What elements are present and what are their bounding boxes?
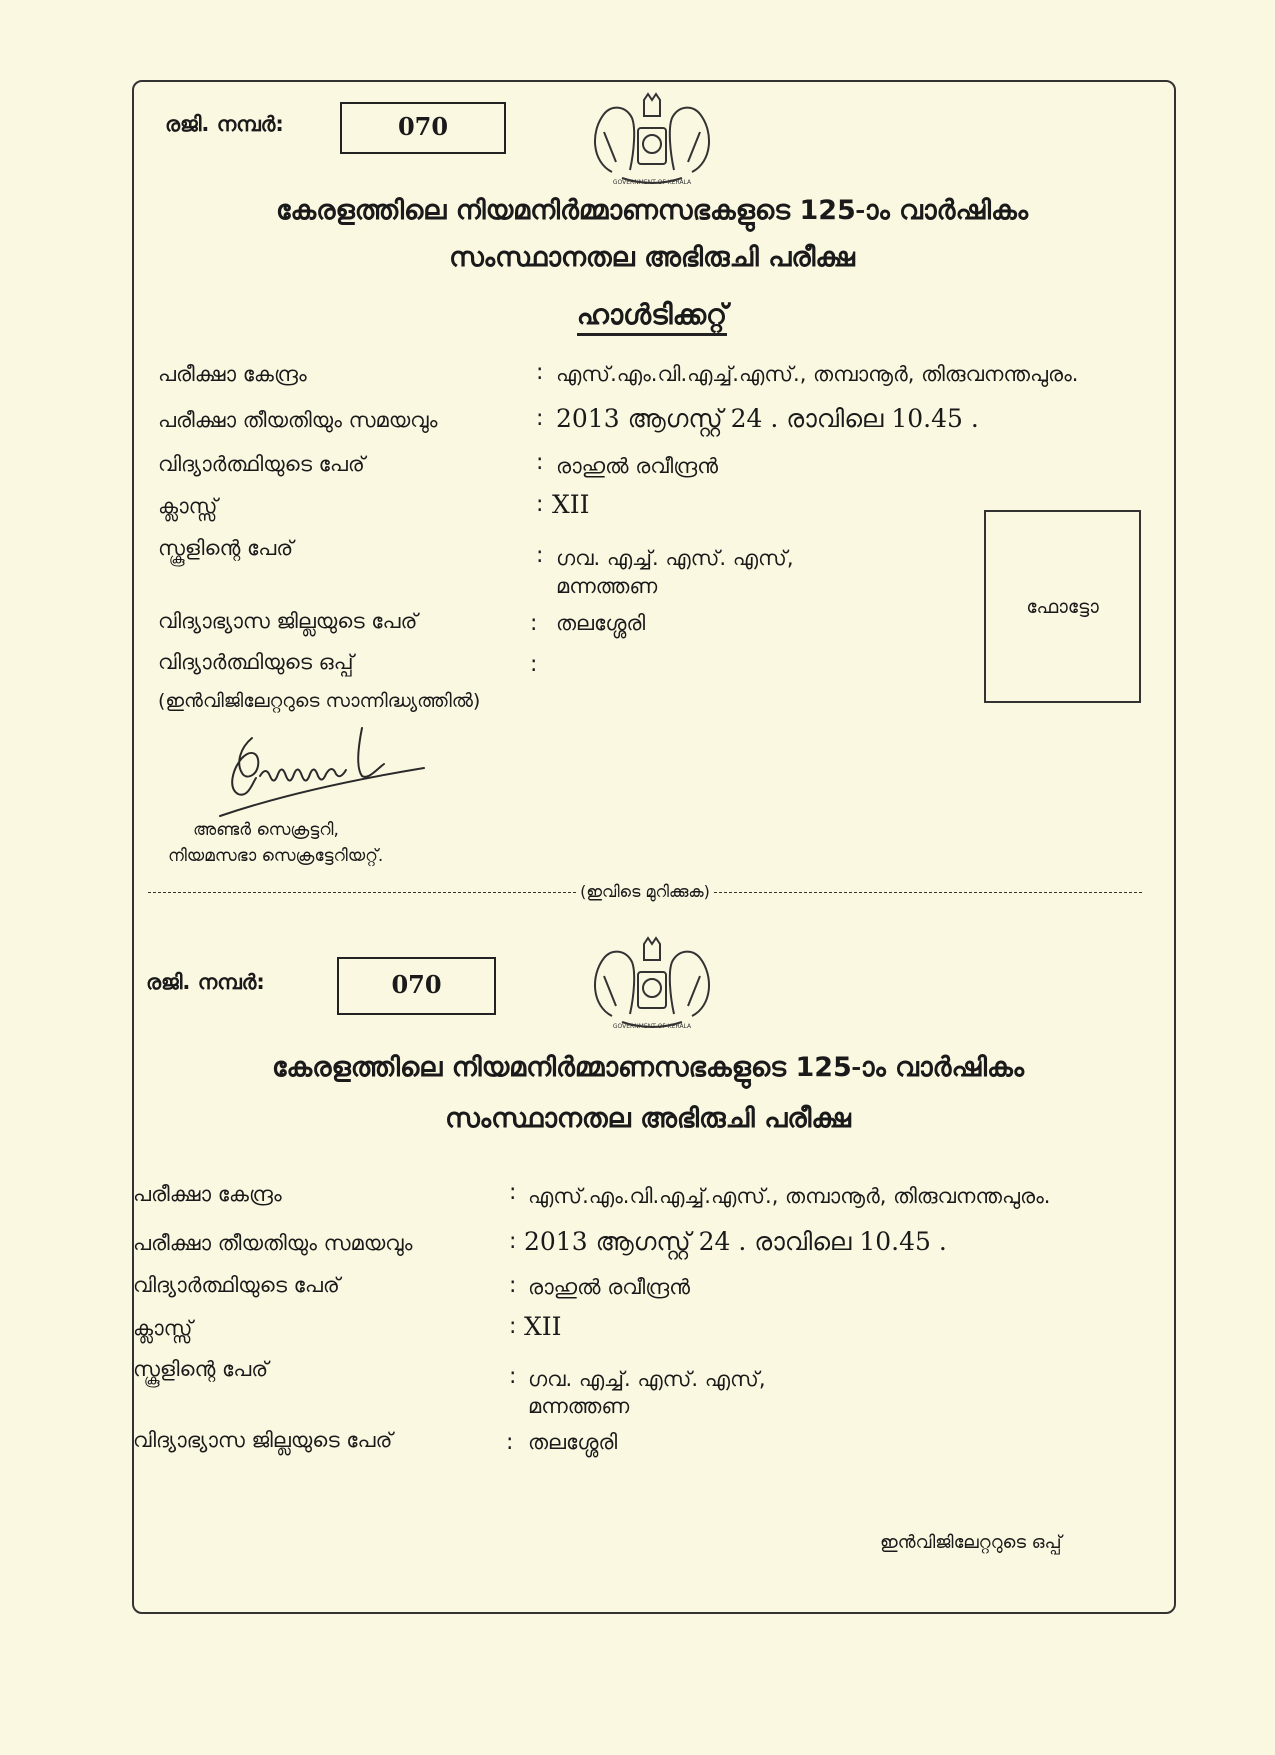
district-label: വിദ്യാഭ്യാസ ജില്ലയുടെ പേര് [133,1428,393,1452]
school-name-label: സ്കൂളിന്റെ പേര് [133,1357,269,1381]
exam-centre-label: പരീക്ഷാ കേന്ദ്രം [158,362,307,386]
student-name-label: വിദ്യാർത്ഥിയുടെ പേര് [133,1273,340,1297]
exam-date-label: പരീക്ഷാ തീയതിയും സമയവും [158,408,438,432]
kerala-emblem-icon [582,92,722,188]
exam-date-value: 2013 ആഗസ്റ്റ് 24 . രാവിലെ 10.45 . [556,404,979,433]
reg-number-label: രജി. നമ്പർ: [146,970,265,994]
title-line2: സംസ്ഥാനതല അഭിരുചി പരീക്ഷ [449,242,855,273]
title-line2: സംസ്ഥാനതല അഭിരുചി പരീക്ഷ [445,1103,851,1134]
title-line1: കേരളത്തിലെ നിയമനിർമ്മാണസഭകളുടെ 125-ാം വാർഷികം [271,1052,1025,1083]
signature-note: (ഇൻവിജിലേറ്ററുടെ സാന്നിദ്ധ്യത്തിൽ) [158,690,481,712]
title-line1: കേരളത്തിലെ നിയമനിർമ്മാണസഭകളുടെ 125-ാം വാർഷികം [275,195,1029,226]
class-value: XII [524,1312,562,1341]
cut-here-label: (ഇവിടെ മുറിക്കുക) [580,882,710,901]
emblem-caption: GOVERNMENT OF KERALA [612,1023,692,1030]
class-label: ക്ലാസ്സ് [158,494,218,518]
student-name-label: വിദ്യാർത്ഥിയുടെ പേര് [158,452,365,476]
hall-ticket-heading: ഹാൾടിക്കറ്റ് [132,298,1172,332]
class-label: ക്ലാസ്സ് [133,1316,193,1340]
class-value: XII [552,490,590,519]
photo-placeholder: ഫോട്ടോ [984,510,1141,703]
exam-centre-value: എസ്.എം.വി.എച്ച്.എസ്., തമ്പാനൂർ, തിരുവനന്തപുരം. [556,362,1079,386]
exam-centre-value: എസ്.എം.വി.എച്ച്.എസ്., തമ്പാനൂർ, തിരുവനന്തപുരം. [528,1184,1051,1208]
student-signature-label: വിദ്യാർത്ഥിയുടെ ഒപ്പ് [158,650,354,674]
district-label: വിദ്യാഭ്യാസ ജില്ലയുടെ പേര് [158,609,418,633]
cut-here-line [148,882,1142,902]
exam-centre-label: പരീക്ഷാ കേന്ദ്രം [133,1182,282,1206]
district-value: തലശ്ശേരി [556,611,646,635]
district-value: തലശ്ശേരി [528,1430,618,1454]
school-place-value: മന്നത്തണ [556,574,658,598]
school-name-value: ഗവ. എച്ച്. എസ്. എസ്, [528,1367,766,1391]
student-name-value: രാഹുൽ രവീന്ദ്രൻ [528,1275,690,1299]
handwritten-signature [212,718,432,823]
student-name-value: രാഹുൽ രവീന്ദ്രൻ [556,454,718,478]
invigilator-signature-label: ഇൻവിജിലേറ്ററുടെ ഒപ്പ് [880,1532,1062,1553]
reg-number-box: 070 [337,957,496,1015]
reg-number-box: 070 [340,102,506,154]
school-name-value: ഗവ. എച്ച്. എസ്. എസ്, [556,546,794,570]
reg-number-label: രജി. നമ്പർ: [165,112,284,136]
signatory-office: നിയമസഭാ സെക്രട്ടേറിയറ്റ്. [168,846,384,866]
school-name-label: സ്കൂളിന്റെ പേര് [158,536,294,560]
exam-date-label: പരീക്ഷാ തീയതിയും സമയവും [133,1231,413,1255]
kerala-emblem-icon [582,932,722,1036]
exam-date-value: 2013 ആഗസ്റ്റ് 24 . രാവിലെ 10.45 . [524,1227,947,1256]
signatory-designation: അണ്ടർ സെക്രട്ടറി, [193,820,339,840]
emblem-caption: GOVERNMENT OF KERALA [612,179,692,186]
school-place-value: മന്നത്തണ [528,1394,630,1418]
